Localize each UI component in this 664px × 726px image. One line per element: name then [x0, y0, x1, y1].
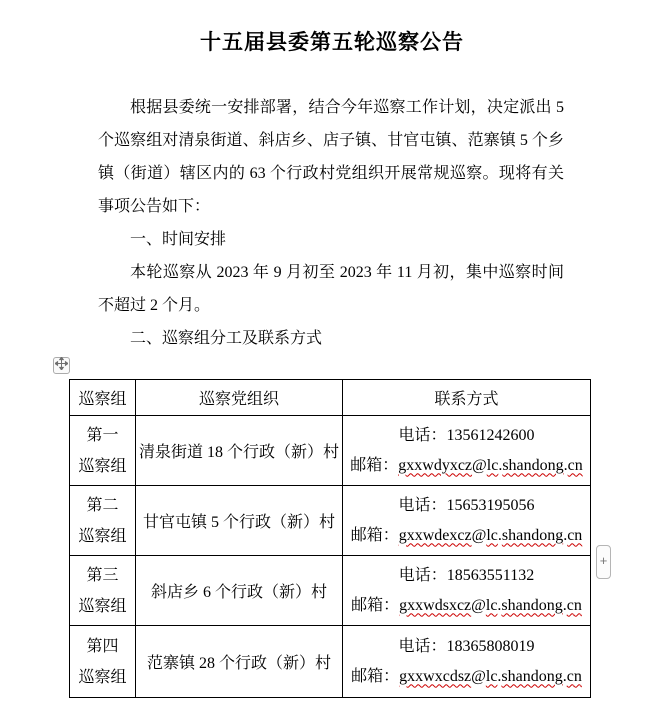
org-cell: 范寨镇 28 个行政（新）村 — [136, 626, 343, 698]
group-name-line1: 第一 — [86, 426, 119, 444]
org-cell: 斜店乡 6 个行政（新）村 — [136, 556, 343, 626]
intro-paragraph: 根据县委统一安排部署，结合今年巡察工作计划，决定派出 5 个巡察组对清泉街道、斜店乡、店子镇、甘官屯镇、范寨镇 5 个乡镇（街道）辖区内的 63 个行政村党组织开展常规巡察。现将有关事项公告如下： — [98, 99, 564, 215]
inspection-groups-table — [69, 379, 591, 698]
table-row — [70, 556, 591, 626]
table-row — [70, 416, 591, 486]
phone-number: 18365808019 — [446, 637, 535, 655]
email-address: gxxwdyxcz@lc.shandong.cn — [398, 456, 583, 474]
phone-number: 15653195056 — [446, 496, 535, 514]
header-group: 巡察组 — [70, 380, 136, 416]
email-label: 邮箱： — [350, 456, 399, 474]
phone-label: 电话： — [398, 566, 447, 584]
group-name-line2: 巡察组 — [78, 597, 127, 615]
email-address: gxxwdexcz@lc.shandong.cn — [398, 526, 583, 544]
table-move-handle[interactable] — [53, 357, 70, 374]
group-name-line2: 巡察组 — [78, 527, 127, 545]
header-org: 巡察党组织 — [136, 380, 343, 416]
org-cell: 清泉街道 18 个行政（新）村 — [136, 416, 343, 486]
contact-cell — [343, 556, 591, 626]
email-line — [343, 521, 590, 551]
phone-line — [343, 421, 590, 451]
phone-line — [343, 632, 590, 662]
table-header-row — [70, 380, 591, 416]
section1-heading: 一、时间安排 — [130, 231, 227, 248]
table-row — [70, 486, 591, 556]
header-contact: 联系方式 — [343, 380, 591, 416]
email-address: gxxwdsxcz@lc.shandong.cn — [399, 596, 582, 614]
phone-line — [343, 491, 590, 521]
group-cell — [70, 416, 136, 486]
table-row — [70, 626, 591, 698]
group-cell — [70, 556, 136, 626]
email-line — [343, 662, 590, 692]
add-row-button[interactable]: + — [596, 545, 611, 579]
email-label: 邮箱： — [351, 667, 400, 685]
phone-line — [343, 561, 590, 591]
phone-label: 电话： — [398, 637, 447, 655]
document-page — [0, 27, 664, 726]
phone-number: 13561242600 — [446, 426, 535, 444]
group-cell — [70, 486, 136, 556]
phone-label: 电话： — [398, 426, 447, 444]
inspection-table-container — [69, 379, 590, 698]
phone-number: 18563551132 — [446, 566, 535, 584]
document-body — [98, 91, 564, 355]
page-title: 十五届县委第五轮巡察公告 — [200, 30, 464, 54]
group-cell — [70, 626, 136, 698]
email-address: gxxwxcdsz@lc.shandong.cn — [399, 667, 582, 685]
contact-cell — [343, 416, 591, 486]
group-name-line2: 巡察组 — [78, 668, 127, 686]
email-label: 邮箱： — [351, 596, 400, 614]
email-line — [343, 451, 590, 481]
group-name-line2: 巡察组 — [78, 457, 127, 475]
section1-paragraph: 本轮巡察从 2023 年 9 月初至 2023 年 11 月初，集中巡察时间不超过 2 个月。 — [98, 264, 564, 314]
group-name-line1: 第四 — [86, 637, 119, 655]
contact-cell — [343, 626, 591, 698]
move-icon — [55, 357, 68, 375]
group-name-line1: 第二 — [86, 496, 119, 514]
email-line — [343, 591, 590, 621]
contact-cell — [343, 486, 591, 556]
group-name-line1: 第三 — [86, 566, 119, 584]
email-label: 邮箱： — [350, 526, 399, 544]
phone-label: 电话： — [398, 496, 447, 514]
org-cell: 甘官屯镇 5 个行政（新）村 — [136, 486, 343, 556]
section2-heading: 二、巡察组分工及联系方式 — [130, 330, 323, 347]
